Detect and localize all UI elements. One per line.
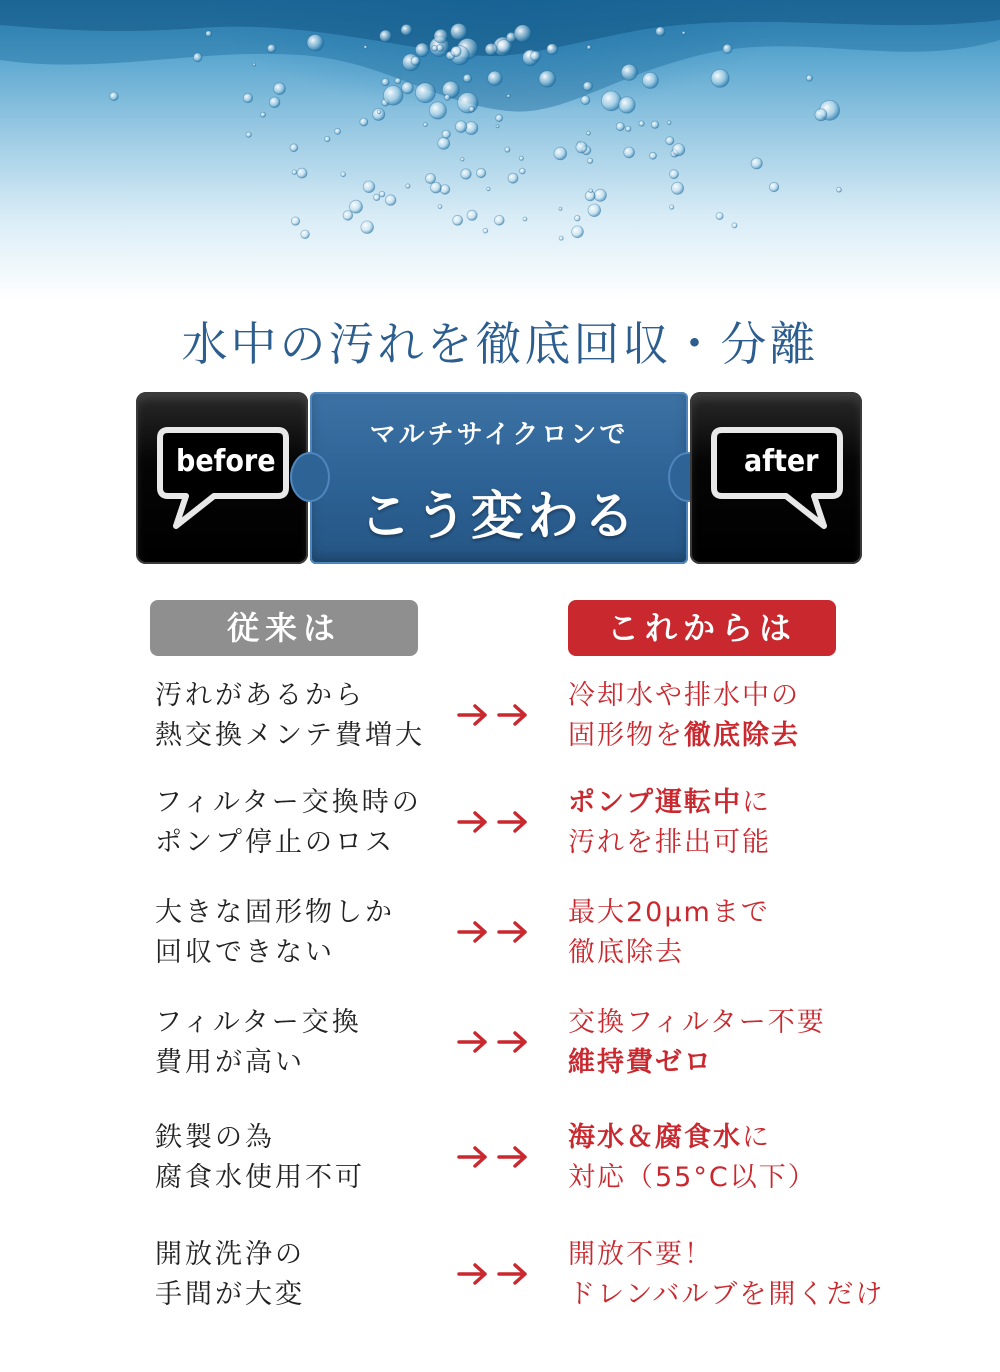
bubble-shape (193, 53, 202, 62)
bubble-shape (297, 168, 307, 178)
bubble-shape (246, 132, 251, 137)
bubble-shape (290, 144, 298, 152)
after-line (568, 1003, 988, 1043)
bubble-shape (616, 123, 624, 131)
bubble-shape (301, 230, 310, 239)
after-emphasis: ポンプ運転中 (568, 787, 742, 818)
before-line: フィルター交換 (155, 1007, 362, 1038)
bubble-shape (497, 40, 511, 54)
banner-headline: こう変わる (358, 487, 639, 547)
after-segment: 交換フィルター不要 (568, 1007, 826, 1038)
bubble-shape (539, 71, 555, 87)
bubble-shape (110, 92, 119, 101)
bubble-shape (453, 215, 463, 225)
bubble-shape (559, 236, 563, 240)
bubble-shape (670, 205, 674, 209)
bubble-shape (520, 168, 526, 174)
before-tile (136, 392, 308, 564)
comparison-row (0, 783, 1000, 873)
bubble-shape (426, 174, 436, 184)
bubble-shape (402, 82, 414, 94)
after-text (568, 1118, 988, 1198)
bubble-shape (815, 109, 827, 121)
page-title: 水中の汚れを徹底回収・分離 (181, 317, 819, 371)
bubble-shape (385, 195, 396, 206)
before-text (155, 1235, 455, 1315)
banner-center-piece (310, 392, 688, 564)
after-segment: 対応（55°C以下） (568, 1162, 817, 1193)
bubble-shape (587, 158, 592, 163)
after-line (568, 1275, 988, 1315)
bubble-shape (670, 170, 679, 179)
after-segment: 固形物を (568, 720, 684, 751)
double-arrow-icon (455, 700, 535, 730)
after-emphasis: 海水＆腐食水 (568, 1122, 742, 1153)
double-arrow-icon (455, 917, 535, 947)
bubble-shape (496, 125, 499, 128)
bubble-shape (395, 78, 401, 84)
bubble-shape (461, 158, 465, 162)
comparison-row (0, 1118, 1000, 1208)
bubble-shape (415, 43, 429, 57)
bubble-shape (406, 184, 410, 188)
before-line: 鉄製の為 (155, 1122, 275, 1153)
bubble-shape (601, 91, 621, 111)
bubble-shape (267, 44, 275, 52)
bubble-shape (642, 72, 658, 88)
before-line: 手間が大変 (155, 1279, 305, 1310)
bubble-shape (723, 44, 732, 53)
before-line: 開放洗浄の (155, 1239, 305, 1270)
bubble-shape (508, 173, 518, 183)
bubble-shape (711, 69, 729, 87)
bubble-shape (325, 136, 330, 141)
bubble-shape (671, 182, 683, 194)
double-arrow-icon (455, 1142, 535, 1172)
comparison-row (0, 1235, 1000, 1325)
water-hero-image (0, 0, 1000, 300)
after-segment: 汚れを排出可能 (568, 827, 771, 858)
bubble-shape (442, 130, 450, 138)
after-emphasis: 維持費ゼロ (568, 1047, 713, 1078)
bubble-shape (554, 147, 567, 160)
bubble-shape (463, 74, 471, 82)
bubble-shape (292, 170, 297, 175)
after-line (568, 676, 988, 716)
bubble-shape (583, 82, 592, 91)
bubble-shape (261, 112, 266, 117)
bubble-shape (380, 30, 392, 42)
bubble-shape (650, 152, 657, 159)
bubble-shape (363, 181, 375, 193)
before-line: 費用が高い (155, 1047, 305, 1078)
bubble-shape (431, 182, 442, 193)
bubble-shape (514, 25, 531, 42)
bubble-shape (451, 24, 468, 41)
before-line: 熱交換メンテ費増大 (155, 720, 425, 751)
bubble-shape (575, 215, 581, 221)
bubble-shape (496, 115, 503, 122)
bubble-shape (243, 93, 252, 102)
bubble-shape (547, 44, 558, 55)
banner-subtitle: マルチサイクロンで (369, 420, 629, 450)
bubble-shape (588, 204, 601, 217)
comparison-row (0, 893, 1000, 983)
bubble-shape (519, 156, 523, 160)
after-line (568, 893, 988, 933)
bubble-shape (461, 169, 471, 179)
bubble-shape (361, 221, 374, 234)
before-line: 腐食水使用不可 (155, 1162, 365, 1193)
bubble-shape (589, 189, 593, 193)
bubble-shape (206, 31, 212, 37)
bubble-shape (621, 64, 637, 80)
bubble-shape (587, 45, 591, 49)
bubble-shape (586, 131, 590, 135)
bubble-shape (364, 46, 367, 49)
after-tile (690, 392, 862, 564)
bubble-shape (716, 212, 723, 219)
double-arrow-icon (455, 1027, 535, 1057)
before-line: 回収できない (155, 937, 335, 968)
before-text (155, 676, 455, 756)
bubble-shape (438, 205, 442, 209)
bubble-shape (440, 185, 450, 195)
bubble-shape (666, 137, 674, 145)
after-segment: 徹底除去 (568, 937, 684, 968)
after-column-header: これからは (568, 600, 836, 656)
bubble-shape (343, 211, 353, 221)
bubble-shape (576, 142, 587, 153)
after-text (568, 783, 988, 863)
bubble-shape (639, 121, 644, 126)
bubble-shape (837, 187, 842, 192)
bubble-shape (531, 51, 541, 61)
bubble-shape (307, 35, 323, 51)
after-line (568, 933, 988, 973)
double-arrow-icon (455, 807, 535, 837)
bubble-shape (379, 191, 385, 197)
bubble-shape (291, 217, 299, 225)
after-line (568, 716, 988, 756)
bubble-shape (581, 96, 590, 105)
before-column-header: 従来は (150, 600, 418, 656)
after-text (568, 893, 988, 973)
bubble-shape (451, 46, 461, 56)
bubble-shape (458, 93, 479, 114)
after-text (568, 676, 988, 756)
bubble-shape (806, 75, 812, 81)
after-line (568, 823, 988, 863)
before-text (155, 1118, 455, 1198)
bubble-shape (624, 147, 635, 158)
bubble-shape (769, 182, 778, 191)
bubble-shape (487, 187, 491, 191)
bubble-shape (383, 86, 403, 106)
before-line: 大きな固形物しか (155, 897, 395, 928)
before-label: before (176, 444, 276, 479)
bubble-shape (382, 78, 389, 85)
after-segment: 最大20μmまで (568, 897, 770, 928)
after-label: after (744, 444, 819, 479)
before-text (155, 1003, 455, 1083)
bubble-shape (682, 31, 685, 34)
after-line (568, 1043, 988, 1083)
before-after-banner (136, 392, 862, 564)
bubble-shape (335, 128, 341, 134)
bubble-shape (488, 71, 502, 85)
after-segment: に (742, 787, 771, 818)
bubble-shape (485, 43, 497, 55)
bubble-shape (253, 63, 256, 66)
comparison-row (0, 1003, 1000, 1093)
bubble-shape (619, 97, 635, 113)
double-arrow-icon (455, 1259, 535, 1289)
bubble-shape (505, 147, 510, 152)
after-line (568, 1118, 988, 1158)
comparison-row (0, 676, 1000, 766)
before-text (155, 783, 455, 863)
before-text (155, 893, 455, 973)
before-line: フィルター交換時の (155, 787, 422, 818)
bubble-shape (434, 29, 448, 43)
bubble-shape (494, 215, 504, 225)
bubble-shape (411, 56, 420, 65)
bubble-shape (274, 83, 286, 95)
after-line (568, 783, 988, 823)
bubble-shape (559, 207, 562, 210)
bubble-shape (572, 226, 584, 238)
after-line (568, 1235, 988, 1275)
bubble-shape (667, 121, 671, 125)
bubble-shape (523, 217, 527, 221)
bubble-shape (476, 168, 485, 177)
bubble-shape (429, 102, 446, 119)
bubble-shape (483, 228, 488, 233)
bubble-shape (350, 200, 363, 213)
bubble-shape (269, 97, 280, 108)
bubble-shape (673, 144, 685, 156)
after-text (568, 1003, 988, 1083)
after-emphasis: 徹底除去 (684, 720, 800, 751)
bubble-shape (469, 107, 475, 113)
bubble-shape (445, 95, 451, 101)
bubble-shape (594, 189, 606, 201)
bubble-shape (415, 83, 435, 103)
before-line: ポンプ停止のロス (155, 827, 395, 858)
bubble-shape (401, 24, 412, 35)
bubble-shape (438, 137, 450, 149)
after-segment: ドレンバルブを開くだけ (568, 1279, 885, 1310)
bubble-shape (626, 126, 631, 131)
after-text (568, 1235, 988, 1315)
bubble-shape (455, 121, 467, 133)
bubble-shape (377, 110, 381, 114)
after-segment: 冷却水や排水中の (568, 680, 800, 711)
after-segment: に (742, 1122, 771, 1153)
bubble-shape (656, 27, 665, 36)
bubble-shape (423, 123, 427, 127)
bubble-shape (360, 118, 368, 126)
bubble-shape (507, 94, 510, 97)
after-segment: 開放不要！ (568, 1239, 713, 1270)
bubble-shape (374, 194, 380, 200)
before-line: 汚れがあるから (155, 680, 365, 711)
bubble-shape (432, 46, 438, 52)
bubble-shape (341, 172, 346, 177)
bubble-shape (651, 121, 658, 128)
bubble-shape (751, 158, 762, 169)
bubble-shape (732, 223, 737, 228)
after-line (568, 1158, 988, 1198)
bubble-shape (467, 210, 477, 220)
